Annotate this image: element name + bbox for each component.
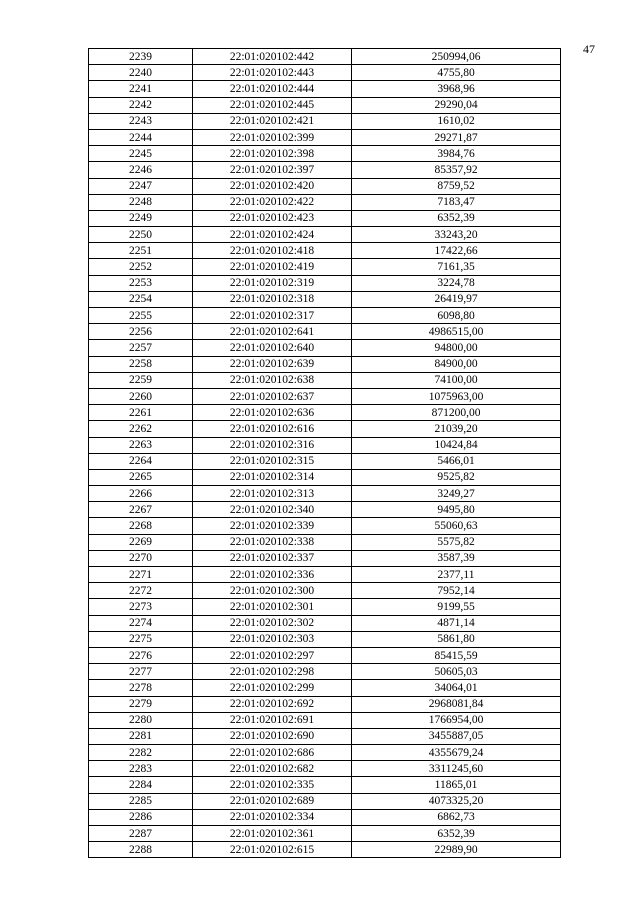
cadastral-number-cell: 22:01:020102:640: [193, 340, 352, 356]
table-body: [89, 49, 561, 858]
value-cell: 4355679,24: [352, 745, 561, 761]
row-number-cell: 2275: [89, 631, 193, 647]
row-number-cell: 2265: [89, 469, 193, 485]
row-number-cell: 2245: [89, 146, 193, 162]
value-cell: 4986515,00: [352, 324, 561, 340]
table-row: [89, 81, 561, 97]
cadastral-number-cell: 22:01:020102:419: [193, 259, 352, 275]
table-row: [89, 356, 561, 372]
table-row: [89, 49, 561, 65]
table-row: [89, 275, 561, 291]
cadastral-number-cell: 22:01:020102:314: [193, 469, 352, 485]
row-number-cell: 2282: [89, 745, 193, 761]
table-row: [89, 696, 561, 712]
cadastral-number-cell: 22:01:020102:445: [193, 97, 352, 113]
cadastral-number-cell: 22:01:020102:302: [193, 615, 352, 631]
cadastral-number-cell: 22:01:020102:335: [193, 777, 352, 793]
value-cell: 8759,52: [352, 178, 561, 194]
row-number-cell: 2276: [89, 647, 193, 663]
row-number-cell: 2256: [89, 324, 193, 340]
table-row: [89, 162, 561, 178]
value-cell: 7161,35: [352, 259, 561, 275]
cadastral-number-cell: 22:01:020102:300: [193, 583, 352, 599]
value-cell: 1075963,00: [352, 388, 561, 404]
row-number-cell: 2281: [89, 728, 193, 744]
row-number-cell: 2247: [89, 178, 193, 194]
table-row: [89, 421, 561, 437]
value-cell: 7183,47: [352, 194, 561, 210]
table-row: [89, 712, 561, 728]
row-number-cell: 2270: [89, 550, 193, 566]
row-number-cell: 2277: [89, 664, 193, 680]
table-row: [89, 194, 561, 210]
row-number-cell: 2252: [89, 259, 193, 275]
row-number-cell: 2258: [89, 356, 193, 372]
row-number-cell: 2284: [89, 777, 193, 793]
row-number-cell: 2239: [89, 49, 193, 65]
cadastral-number-cell: 22:01:020102:301: [193, 599, 352, 615]
value-cell: 26419,97: [352, 291, 561, 307]
table-row: [89, 227, 561, 243]
table-row: [89, 437, 561, 453]
value-cell: 85357,92: [352, 162, 561, 178]
row-number-cell: 2273: [89, 599, 193, 615]
table-row: [89, 210, 561, 226]
cadastral-number-cell: 22:01:020102:336: [193, 567, 352, 583]
cadastral-number-cell: 22:01:020102:334: [193, 809, 352, 825]
row-number-cell: 2259: [89, 372, 193, 388]
table-row: [89, 647, 561, 663]
value-cell: 3224,78: [352, 275, 561, 291]
row-number-cell: 2271: [89, 567, 193, 583]
table-row: [89, 631, 561, 647]
value-cell: 871200,00: [352, 405, 561, 421]
table-row: [89, 97, 561, 113]
table-row: [89, 761, 561, 777]
value-cell: 4755,80: [352, 65, 561, 81]
cadastral-number-cell: 22:01:020102:422: [193, 194, 352, 210]
table-row: [89, 728, 561, 744]
row-number-cell: 2287: [89, 826, 193, 842]
cadastral-number-cell: 22:01:020102:636: [193, 405, 352, 421]
table-row: [89, 486, 561, 502]
table-row: [89, 129, 561, 145]
value-cell: 4073325,20: [352, 793, 561, 809]
row-number-cell: 2249: [89, 210, 193, 226]
row-number-cell: 2255: [89, 308, 193, 324]
value-cell: 17422,66: [352, 243, 561, 259]
value-cell: 250994,06: [352, 49, 561, 65]
row-number-cell: 2279: [89, 696, 193, 712]
value-cell: 9199,55: [352, 599, 561, 615]
table-row: [89, 518, 561, 534]
table-row: [89, 615, 561, 631]
value-cell: 55060,63: [352, 518, 561, 534]
table-row: [89, 65, 561, 81]
value-cell: 94800,00: [352, 340, 561, 356]
row-number-cell: 2257: [89, 340, 193, 356]
table-row: [89, 178, 561, 194]
value-cell: 50605,03: [352, 664, 561, 680]
row-number-cell: 2268: [89, 518, 193, 534]
value-cell: 9495,80: [352, 502, 561, 518]
table-row: [89, 243, 561, 259]
row-number-cell: 2246: [89, 162, 193, 178]
table-row: [89, 550, 561, 566]
value-cell: 74100,00: [352, 372, 561, 388]
table-row: [89, 259, 561, 275]
cadastral-number-cell: 22:01:020102:443: [193, 65, 352, 81]
table-row: [89, 680, 561, 696]
page-number: 47: [583, 42, 595, 56]
cadastral-number-cell: 22:01:020102:691: [193, 712, 352, 728]
cadastral-number-cell: 22:01:020102:361: [193, 826, 352, 842]
cadastral-number-cell: 22:01:020102:442: [193, 49, 352, 65]
value-cell: 3968,96: [352, 81, 561, 97]
table-row: [89, 469, 561, 485]
row-number-cell: 2266: [89, 486, 193, 502]
value-cell: 3455887,05: [352, 728, 561, 744]
value-cell: 6352,39: [352, 210, 561, 226]
row-number-cell: 2286: [89, 809, 193, 825]
row-number-cell: 2244: [89, 129, 193, 145]
value-cell: 6862,73: [352, 809, 561, 825]
value-cell: 2377,11: [352, 567, 561, 583]
row-number-cell: 2280: [89, 712, 193, 728]
table-row: [89, 388, 561, 404]
value-cell: 21039,20: [352, 421, 561, 437]
row-number-cell: 2288: [89, 842, 193, 858]
cadastral-number-cell: 22:01:020102:316: [193, 437, 352, 453]
table-row: [89, 502, 561, 518]
cadastral-number-cell: 22:01:020102:639: [193, 356, 352, 372]
value-cell: 33243,20: [352, 227, 561, 243]
table-row: [89, 599, 561, 615]
value-cell: 29271,87: [352, 129, 561, 145]
cadastral-number-cell: 22:01:020102:690: [193, 728, 352, 744]
row-number-cell: 2254: [89, 291, 193, 307]
table-row: [89, 826, 561, 842]
table-row: [89, 842, 561, 858]
cadastral-number-cell: 22:01:020102:418: [193, 243, 352, 259]
row-number-cell: 2251: [89, 243, 193, 259]
cadastral-number-cell: 22:01:020102:338: [193, 534, 352, 550]
value-cell: 85415,59: [352, 647, 561, 663]
value-cell: 22989,90: [352, 842, 561, 858]
value-cell: 11865,01: [352, 777, 561, 793]
value-cell: 1610,02: [352, 113, 561, 129]
table-row: [89, 745, 561, 761]
value-cell: 3984,76: [352, 146, 561, 162]
table-row: [89, 113, 561, 129]
table-row: [89, 567, 561, 583]
cadastral-number-cell: 22:01:020102:397: [193, 162, 352, 178]
table-row: [89, 809, 561, 825]
value-cell: 2968081,84: [352, 696, 561, 712]
cadastral-number-cell: 22:01:020102:682: [193, 761, 352, 777]
cadastral-number-cell: 22:01:020102:315: [193, 453, 352, 469]
cadastral-number-cell: 22:01:020102:424: [193, 227, 352, 243]
cadastral-number-cell: 22:01:020102:638: [193, 372, 352, 388]
cadastral-number-cell: 22:01:020102:303: [193, 631, 352, 647]
table-row: [89, 146, 561, 162]
cadastral-number-cell: 22:01:020102:298: [193, 664, 352, 680]
cadastral-number-cell: 22:01:020102:337: [193, 550, 352, 566]
row-number-cell: 2253: [89, 275, 193, 291]
cadastral-number-cell: 22:01:020102:637: [193, 388, 352, 404]
cadastral-number-cell: 22:01:020102:420: [193, 178, 352, 194]
row-number-cell: 2241: [89, 81, 193, 97]
cadastral-table: [88, 48, 561, 858]
cadastral-number-cell: 22:01:020102:692: [193, 696, 352, 712]
table-row: [89, 308, 561, 324]
table-row: [89, 340, 561, 356]
row-number-cell: 2240: [89, 65, 193, 81]
cadastral-number-cell: 22:01:020102:641: [193, 324, 352, 340]
cadastral-number-cell: 22:01:020102:421: [193, 113, 352, 129]
value-cell: 29290,04: [352, 97, 561, 113]
value-cell: 5575,82: [352, 534, 561, 550]
value-cell: 4871,14: [352, 615, 561, 631]
cadastral-number-cell: 22:01:020102:299: [193, 680, 352, 696]
value-cell: 3587,39: [352, 550, 561, 566]
row-number-cell: 2263: [89, 437, 193, 453]
cadastral-number-cell: 22:01:020102:319: [193, 275, 352, 291]
cadastral-number-cell: 22:01:020102:339: [193, 518, 352, 534]
cadastral-number-cell: 22:01:020102:423: [193, 210, 352, 226]
row-number-cell: 2264: [89, 453, 193, 469]
row-number-cell: 2278: [89, 680, 193, 696]
row-number-cell: 2267: [89, 502, 193, 518]
value-cell: 9525,82: [352, 469, 561, 485]
cadastral-number-cell: 22:01:020102:313: [193, 486, 352, 502]
row-number-cell: 2260: [89, 388, 193, 404]
row-number-cell: 2243: [89, 113, 193, 129]
row-number-cell: 2272: [89, 583, 193, 599]
cadastral-number-cell: 22:01:020102:297: [193, 647, 352, 663]
row-number-cell: 2248: [89, 194, 193, 210]
value-cell: 5861,80: [352, 631, 561, 647]
value-cell: 3249,27: [352, 486, 561, 502]
row-number-cell: 2285: [89, 793, 193, 809]
value-cell: 5466,01: [352, 453, 561, 469]
table-row: [89, 453, 561, 469]
table-row: [89, 534, 561, 550]
cadastral-number-cell: 22:01:020102:398: [193, 146, 352, 162]
table-row: [89, 664, 561, 680]
cadastral-number-cell: 22:01:020102:615: [193, 842, 352, 858]
table-row: [89, 405, 561, 421]
row-number-cell: 2274: [89, 615, 193, 631]
table-row: [89, 372, 561, 388]
value-cell: 3311245,60: [352, 761, 561, 777]
cadastral-number-cell: 22:01:020102:616: [193, 421, 352, 437]
value-cell: 84900,00: [352, 356, 561, 372]
value-cell: 34064,01: [352, 680, 561, 696]
table-row: [89, 324, 561, 340]
row-number-cell: 2269: [89, 534, 193, 550]
cadastral-number-cell: 22:01:020102:399: [193, 129, 352, 145]
row-number-cell: 2262: [89, 421, 193, 437]
cadastral-number-cell: 22:01:020102:318: [193, 291, 352, 307]
cadastral-number-cell: 22:01:020102:340: [193, 502, 352, 518]
row-number-cell: 2261: [89, 405, 193, 421]
value-cell: 7952,14: [352, 583, 561, 599]
row-number-cell: 2250: [89, 227, 193, 243]
row-number-cell: 2242: [89, 97, 193, 113]
cadastral-number-cell: 22:01:020102:689: [193, 793, 352, 809]
row-number-cell: 2283: [89, 761, 193, 777]
table-row: [89, 777, 561, 793]
cadastral-number-cell: 22:01:020102:317: [193, 308, 352, 324]
table-row: [89, 793, 561, 809]
value-cell: 6098,80: [352, 308, 561, 324]
cadastral-number-cell: 22:01:020102:686: [193, 745, 352, 761]
value-cell: 1766954,00: [352, 712, 561, 728]
value-cell: 6352,39: [352, 826, 561, 842]
cadastral-number-cell: 22:01:020102:444: [193, 81, 352, 97]
table-row: [89, 583, 561, 599]
table-row: [89, 291, 561, 307]
value-cell: 10424,84: [352, 437, 561, 453]
